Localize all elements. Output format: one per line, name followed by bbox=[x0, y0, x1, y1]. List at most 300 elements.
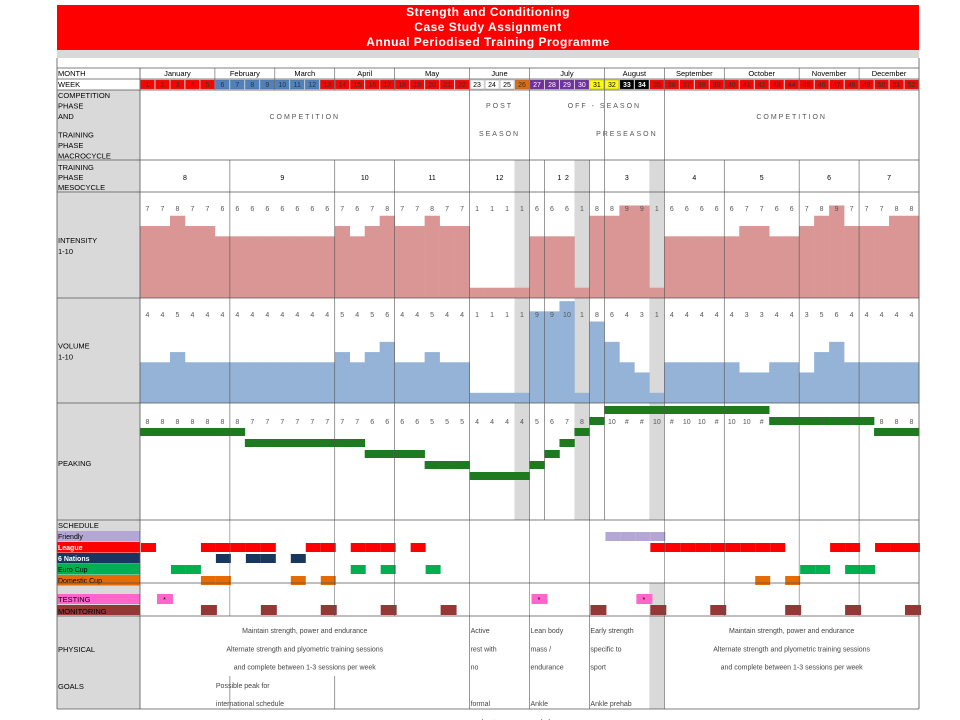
week-number: 16 bbox=[368, 82, 377, 89]
mesocycle-number: 9 bbox=[280, 175, 285, 182]
week-number: 33 bbox=[622, 82, 631, 89]
physical-goal-text: and complete between 1-3 sessions per week bbox=[233, 664, 376, 672]
monitoring-label: MONITORING bbox=[58, 607, 107, 616]
volume-value: 4 bbox=[460, 312, 465, 319]
intensity-bar bbox=[140, 226, 155, 298]
mesocycle-number: 6 bbox=[827, 175, 832, 182]
schedule-bar bbox=[216, 554, 231, 563]
peaking-value: 8 bbox=[145, 419, 150, 426]
week-number: 24 bbox=[488, 82, 496, 89]
peaking-value: 5 bbox=[445, 419, 450, 426]
week-number: 27 bbox=[533, 82, 541, 89]
volume-bar bbox=[844, 362, 859, 403]
mesocycle-number: 11 bbox=[428, 175, 436, 182]
physical-goal-text: Active bbox=[470, 628, 490, 635]
schedule-bar bbox=[815, 565, 830, 574]
volume-value: 4 bbox=[250, 312, 255, 319]
volume-value: 4 bbox=[624, 312, 629, 319]
intensity-value: 7 bbox=[759, 206, 764, 213]
volume-bar bbox=[739, 372, 754, 403]
intensity-bar bbox=[185, 226, 200, 298]
intensity-bar bbox=[500, 288, 515, 298]
schedule-bar bbox=[875, 543, 890, 552]
volume-value: 4 bbox=[145, 312, 150, 319]
peaking-step bbox=[544, 450, 559, 458]
volume-bar bbox=[784, 362, 799, 403]
peaking-step bbox=[410, 450, 425, 458]
schedule-bar bbox=[650, 543, 665, 552]
intensity-bar bbox=[320, 236, 335, 298]
peaking-value: 10 bbox=[652, 419, 661, 426]
volume-bar bbox=[230, 362, 245, 403]
peaking-value: 4 bbox=[490, 419, 495, 426]
volume-bar bbox=[544, 311, 559, 403]
volume-value: 4 bbox=[325, 312, 330, 319]
peaking-value: 6 bbox=[370, 419, 375, 426]
peaking-step bbox=[754, 406, 769, 414]
peaking-step bbox=[140, 428, 155, 436]
intensity-bar bbox=[664, 236, 679, 298]
peaking-step bbox=[290, 439, 305, 447]
intensity-value: 7 bbox=[145, 206, 150, 213]
volume-bar bbox=[709, 362, 724, 403]
week-number: 38 bbox=[697, 82, 706, 89]
peaking-step bbox=[709, 406, 724, 414]
volume-bar bbox=[874, 362, 889, 403]
volume-bar bbox=[185, 362, 200, 403]
volume-value: 1 bbox=[654, 312, 659, 319]
peaking-step bbox=[365, 450, 380, 458]
intensity-bar bbox=[889, 216, 904, 298]
week-number: 50 bbox=[877, 82, 886, 89]
intensity-bar bbox=[425, 216, 440, 298]
intensity-value: 8 bbox=[609, 206, 614, 213]
physical-goal-text: Maintain strength, power and endurance bbox=[242, 628, 368, 635]
peaking-value: 9 bbox=[819, 419, 824, 426]
volume-value: 1 bbox=[520, 312, 524, 319]
week-number: 10 bbox=[278, 82, 287, 89]
peaking-step bbox=[335, 439, 350, 447]
volume-bar bbox=[859, 362, 874, 403]
intensity-value: 6 bbox=[550, 206, 554, 213]
week-number: 42 bbox=[757, 82, 766, 89]
schedule-bar bbox=[411, 543, 426, 552]
intensity-bar bbox=[215, 236, 230, 298]
gap-week-strip bbox=[515, 160, 530, 520]
intensity-bar bbox=[874, 226, 889, 298]
volume-value: 1 bbox=[505, 312, 509, 319]
intensity-label: INTENSITY bbox=[58, 236, 98, 245]
physical-goal-text: Maintain strength, power and endurance bbox=[729, 628, 855, 635]
week-number: 34 bbox=[637, 82, 646, 89]
intensity-bar bbox=[515, 288, 530, 298]
intensity-bar bbox=[455, 226, 470, 298]
schedule-bar bbox=[246, 554, 261, 563]
intensity-value: 7 bbox=[370, 206, 375, 213]
month-february: February bbox=[229, 69, 260, 78]
month-august: August bbox=[622, 69, 647, 78]
intensity-value: 6 bbox=[774, 206, 779, 213]
intensity-bar bbox=[904, 216, 919, 298]
schedule-label: SCHEDULE bbox=[58, 521, 99, 530]
volume-bar bbox=[350, 362, 365, 403]
schedule-bar bbox=[291, 554, 306, 563]
volume-bar bbox=[155, 362, 170, 403]
peaking-step bbox=[350, 439, 365, 447]
peaking-step bbox=[664, 406, 679, 414]
intensity-value: 6 bbox=[564, 206, 569, 213]
volume-value: 4 bbox=[400, 312, 405, 319]
volume-value: 9 bbox=[550, 312, 554, 319]
peaking-value: 8 bbox=[909, 419, 914, 426]
schedule-bar bbox=[680, 543, 695, 552]
volume-bar bbox=[754, 372, 769, 403]
intensity-value: 6 bbox=[325, 206, 330, 213]
peaking-value: 7 bbox=[340, 419, 345, 426]
macro-row-label: PHASE bbox=[58, 141, 84, 150]
volume-value: 4 bbox=[445, 312, 450, 319]
volume-value: 5 bbox=[340, 312, 345, 319]
peaking-step bbox=[425, 461, 440, 469]
week-number: 12 bbox=[308, 82, 317, 89]
physical-goal-text: Lean body bbox=[530, 628, 564, 635]
physical-goal-text: Ankle bbox=[530, 701, 549, 709]
volume-bar bbox=[724, 362, 739, 403]
week-number: 9 bbox=[265, 82, 270, 89]
week-number: 37 bbox=[682, 82, 691, 89]
peaking-value: 7 bbox=[295, 419, 300, 426]
peaking-value: 6 bbox=[385, 419, 390, 426]
week-number: 17 bbox=[383, 82, 392, 89]
peaking-value: # bbox=[759, 419, 764, 426]
mesocycle-number: 2 bbox=[564, 175, 569, 182]
volume-bar bbox=[649, 393, 664, 403]
intensity-value: 7 bbox=[744, 206, 749, 213]
intensity-bar bbox=[859, 226, 874, 298]
volume-value: 4 bbox=[774, 312, 779, 319]
monitoring-marker bbox=[441, 605, 457, 615]
volume-value: 4 bbox=[205, 312, 210, 319]
intensity-value: 1 bbox=[490, 206, 495, 213]
volume-value: 4 bbox=[714, 312, 719, 319]
schedule-bar bbox=[321, 543, 336, 552]
week-number: 14 bbox=[338, 82, 347, 89]
intensity-bar bbox=[485, 288, 500, 298]
goal-extra-text: international schedule bbox=[215, 701, 285, 708]
volume-value: 5 bbox=[430, 312, 435, 319]
volume-bar bbox=[380, 342, 395, 403]
intensity-bar bbox=[649, 288, 664, 298]
schedule-bar bbox=[366, 543, 381, 552]
peaking-step bbox=[305, 439, 320, 447]
schedule-bar bbox=[905, 543, 920, 552]
schedule-bar bbox=[620, 532, 635, 541]
physical-goal-text: no bbox=[470, 664, 479, 672]
peaking-value: 7 bbox=[310, 419, 315, 426]
meso-row-label: PHASE bbox=[58, 173, 84, 182]
volume-value: 4 bbox=[220, 312, 225, 319]
peaking-step bbox=[440, 461, 455, 469]
schedule-bar bbox=[710, 543, 725, 552]
month-april: April bbox=[357, 69, 373, 78]
intensity-value: 8 bbox=[385, 206, 390, 213]
schedule-bar bbox=[186, 565, 201, 574]
volume-bar bbox=[170, 352, 185, 403]
intensity-value: 7 bbox=[400, 206, 405, 213]
intensity-value: 6 bbox=[699, 206, 704, 213]
mesocycle-number: 10 bbox=[360, 175, 369, 182]
monitoring-marker bbox=[650, 605, 666, 615]
peaking-value: 6 bbox=[415, 419, 420, 426]
week-number: 23 bbox=[473, 82, 481, 89]
intensity-bar bbox=[155, 226, 170, 298]
week-number: 45 bbox=[802, 82, 811, 89]
monitoring-marker bbox=[321, 605, 337, 615]
volume-value: 4 bbox=[864, 312, 869, 319]
macro-row-label: TRAINING bbox=[58, 130, 94, 140]
volume-bar bbox=[455, 362, 470, 403]
week-number: 21 bbox=[443, 82, 452, 89]
schedule-bar bbox=[605, 532, 620, 541]
intensity-value: 7 bbox=[160, 206, 165, 213]
peaking-step bbox=[185, 428, 200, 436]
schedule-bar bbox=[890, 543, 905, 552]
week-number: 13 bbox=[323, 82, 332, 89]
peaking-value: # bbox=[639, 419, 644, 426]
peaking-step bbox=[455, 461, 470, 469]
intensity-value: 6 bbox=[220, 206, 225, 213]
schedule-bar bbox=[755, 576, 770, 585]
mesocycle-number: 7 bbox=[887, 175, 891, 182]
schedule-bar bbox=[845, 565, 860, 574]
volume-value: 4 bbox=[849, 312, 854, 319]
volume-value: 6 bbox=[609, 312, 614, 319]
intensity-value: 8 bbox=[909, 206, 914, 213]
macro-row-label: COMPETITION bbox=[58, 91, 111, 100]
peaking-step bbox=[889, 428, 904, 436]
intensity-value: 7 bbox=[205, 206, 210, 213]
peaking-step bbox=[245, 439, 260, 447]
intensity-value: 6 bbox=[789, 206, 794, 213]
intensity-bar bbox=[679, 236, 694, 298]
macro-phase-label: PRESEASON bbox=[596, 131, 658, 138]
peaking-step bbox=[874, 428, 889, 436]
intensity-value: 6 bbox=[729, 206, 734, 213]
peaking-value: 9 bbox=[834, 419, 839, 426]
month-december: December bbox=[871, 69, 907, 78]
intensity-value: 9 bbox=[624, 206, 629, 213]
intensity-label: 1-10 bbox=[58, 247, 74, 256]
schedule-bar bbox=[665, 543, 680, 552]
volume-value: 5 bbox=[819, 312, 824, 319]
intensity-value: 1 bbox=[579, 206, 584, 213]
week-number: 1 bbox=[145, 82, 150, 89]
intensity-bar bbox=[844, 226, 859, 298]
volume-bar bbox=[500, 393, 515, 403]
peaking-step bbox=[470, 472, 485, 480]
physical-goal-text: formal bbox=[470, 701, 491, 709]
peaking-step bbox=[515, 472, 530, 480]
intensity-value: 8 bbox=[175, 206, 180, 213]
volume-value: 3 bbox=[639, 312, 644, 319]
volume-value: 4 bbox=[684, 312, 689, 319]
intensity-value: 6 bbox=[265, 206, 270, 213]
week-number: 40 bbox=[727, 82, 736, 89]
volume-value: 4 bbox=[355, 312, 360, 319]
peaking-value: 9 bbox=[804, 419, 809, 426]
schedule-name: 6 Nations bbox=[58, 556, 90, 563]
peaking-value: 5 bbox=[535, 419, 539, 426]
peaking-label: PEAKING bbox=[58, 459, 92, 468]
volume-value: 3 bbox=[744, 312, 749, 319]
intensity-bar bbox=[365, 226, 380, 298]
volume-bar bbox=[515, 393, 530, 403]
gap-week-strip bbox=[649, 160, 664, 520]
intensity-bar bbox=[589, 216, 604, 298]
week-number: 18 bbox=[398, 82, 407, 89]
volume-bar bbox=[200, 362, 215, 403]
peaking-value: 8 bbox=[579, 419, 584, 426]
peaking-value: 9 bbox=[789, 419, 794, 426]
peaking-step bbox=[679, 406, 694, 414]
intensity-value: 8 bbox=[430, 206, 435, 213]
volume-bar bbox=[260, 362, 275, 403]
peaking-value: 10 bbox=[682, 419, 691, 426]
volume-value: 4 bbox=[190, 312, 195, 319]
peaking-step bbox=[604, 406, 619, 414]
volume-label: 1-10 bbox=[58, 352, 74, 362]
physical-goal-text: mass / bbox=[530, 646, 552, 654]
volume-value: 8 bbox=[594, 312, 599, 319]
intensity-value: 6 bbox=[235, 206, 240, 213]
intensity-value: 7 bbox=[445, 206, 450, 213]
week-number: 25 bbox=[503, 82, 511, 89]
week-number: 7 bbox=[235, 82, 240, 89]
peaking-value: 4 bbox=[505, 419, 509, 426]
schedule-bar bbox=[216, 576, 231, 585]
peaking-step bbox=[724, 406, 739, 414]
peaking-value: 8 bbox=[220, 419, 225, 426]
volume-bar bbox=[589, 322, 604, 403]
testing-marker: * bbox=[642, 597, 646, 604]
peaking-value: # bbox=[669, 419, 674, 426]
intensity-bar bbox=[634, 205, 649, 298]
week-number: 46 bbox=[817, 82, 826, 89]
intensity-value: 8 bbox=[819, 206, 824, 213]
intensity-value: 8 bbox=[894, 206, 899, 213]
peaking-value: 6 bbox=[550, 419, 554, 426]
physical-goal-text: specific to bbox=[590, 646, 622, 654]
week-number: 6 bbox=[220, 82, 225, 89]
volume-value: 4 bbox=[280, 312, 285, 319]
volume-bar bbox=[470, 393, 485, 403]
week-number: 41 bbox=[742, 82, 751, 89]
intensity-value: 7 bbox=[864, 206, 869, 213]
peaking-step bbox=[739, 406, 754, 414]
volume-bar bbox=[305, 362, 320, 403]
intensity-value: 6 bbox=[280, 206, 285, 213]
peaking-value: # bbox=[714, 419, 719, 426]
monitoring-marker bbox=[261, 605, 277, 615]
intensity-value: 7 bbox=[879, 206, 884, 213]
physical-goal-text: endurance bbox=[530, 664, 564, 672]
peaking-step bbox=[215, 428, 230, 436]
peaking-value: 9 bbox=[864, 419, 869, 426]
macro-phase-label: COMPETITION bbox=[756, 114, 827, 121]
volume-bar bbox=[245, 362, 260, 403]
schedule-bar bbox=[770, 543, 785, 552]
peaking-step bbox=[694, 406, 709, 414]
volume-bar bbox=[694, 362, 709, 403]
peaking-value: 10 bbox=[697, 419, 706, 426]
meso-row-label: TRAINING bbox=[58, 163, 94, 172]
volume-bar bbox=[425, 352, 440, 403]
peaking-step bbox=[320, 439, 335, 447]
peaking-step bbox=[574, 428, 589, 436]
peaking-step bbox=[619, 406, 634, 414]
week-label: WEEK bbox=[58, 80, 81, 89]
schedule-bar bbox=[171, 565, 186, 574]
peaking-value: 6 bbox=[400, 419, 405, 426]
volume-value: 4 bbox=[894, 312, 899, 319]
spacer-row bbox=[57, 50, 919, 58]
macro-row-label: PHASE bbox=[58, 101, 84, 111]
peaking-value: 10 bbox=[727, 419, 736, 426]
volume-value: 4 bbox=[310, 312, 315, 319]
week-number: 3 bbox=[175, 82, 180, 89]
monitoring-marker bbox=[201, 605, 217, 615]
intensity-bar bbox=[275, 236, 290, 298]
peaking-step bbox=[634, 406, 649, 414]
volume-value: 4 bbox=[295, 312, 300, 319]
schedule-bar bbox=[800, 565, 815, 574]
volume-bar bbox=[574, 393, 589, 403]
volume-bar bbox=[769, 362, 784, 403]
volume-bar bbox=[799, 372, 814, 403]
intensity-value: 7 bbox=[460, 206, 465, 213]
peaking-value: 7 bbox=[564, 419, 569, 426]
intensity-bar bbox=[470, 288, 485, 298]
intensity-value: 8 bbox=[594, 206, 599, 213]
intensity-bar bbox=[530, 236, 545, 298]
peaking-step bbox=[380, 450, 395, 458]
title-line-3: Annual Periodised Training Programme bbox=[57, 35, 919, 50]
intensity-bar bbox=[305, 236, 320, 298]
monitoring-marker bbox=[590, 605, 606, 615]
intensity-bar bbox=[440, 226, 455, 298]
intensity-bar bbox=[604, 216, 619, 298]
intensity-value: 6 bbox=[250, 206, 255, 213]
intensity-bar bbox=[694, 236, 709, 298]
volume-value: 5 bbox=[175, 312, 180, 319]
schedule-name: Friendly bbox=[58, 534, 83, 541]
intensity-bar bbox=[245, 236, 260, 298]
volume-bar bbox=[530, 311, 545, 403]
volume-bar bbox=[365, 352, 380, 403]
volume-value: 4 bbox=[415, 312, 420, 319]
volume-bar bbox=[485, 393, 500, 403]
intensity-bar bbox=[739, 226, 754, 298]
peaking-value: 10 bbox=[607, 419, 616, 426]
intensity-bar bbox=[290, 236, 305, 298]
goals-label: GOALS bbox=[58, 682, 84, 691]
meso-row-label: MESOCYCLE bbox=[58, 183, 106, 192]
intensity-bar bbox=[170, 216, 185, 298]
monitoring-marker bbox=[710, 605, 726, 615]
volume-value: 4 bbox=[235, 312, 240, 319]
week-number: 29 bbox=[563, 82, 571, 89]
week-number: 15 bbox=[353, 82, 362, 89]
